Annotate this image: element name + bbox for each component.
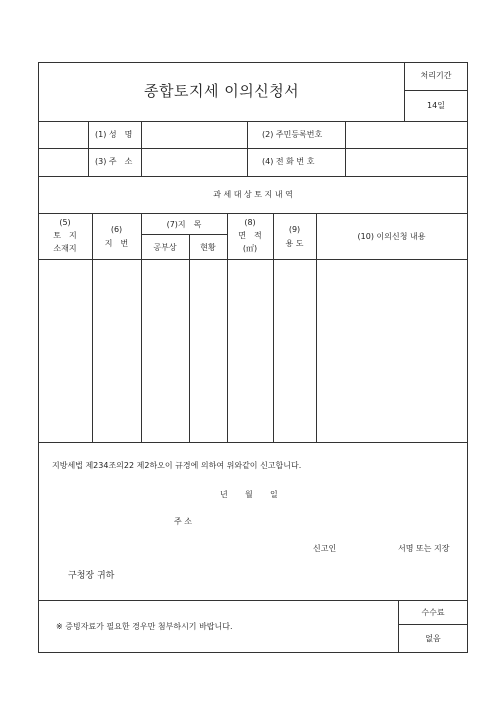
processing-period-label: 처리기간 (420, 71, 452, 80)
fee-value: 없음 (425, 634, 441, 643)
resident-no-field[interactable] (346, 122, 466, 148)
category-subdivider (141, 234, 227, 235)
declaration-text: 지방세법 제234조의22 제2하오이 규경에 의하여 위와같이 신고합니다. (52, 461, 302, 470)
location-line1: 토 지 (53, 231, 77, 240)
category-official: 공부상 (153, 243, 177, 252)
phone-label: (4) 전 화 번 호 (262, 157, 315, 166)
phone-field[interactable] (346, 149, 466, 176)
section-title: 과 세 대 상 토 지 내 역 (213, 190, 293, 199)
footer-top (38, 600, 468, 601)
address-field[interactable] (142, 149, 246, 176)
sign-label: 서명 또는 지장 (398, 544, 450, 553)
location-line2: 소재지 (53, 244, 77, 253)
addressee: 구청장 귀하 (68, 571, 115, 581)
date-month: 월 (245, 490, 253, 499)
resident-no-label: (2) 주민등록번호 (262, 130, 323, 139)
form-title: 종합토지세 이의신청서 (144, 82, 300, 100)
table-bottom (38, 442, 468, 443)
fee-label: 수수료 (421, 608, 445, 617)
use-num: (9) (288, 225, 301, 234)
name-label: (1) 성 명 (95, 130, 133, 139)
applicant-col3 (247, 121, 248, 176)
applicant-label: 신고인 (313, 544, 337, 553)
land-details-body[interactable] (39, 260, 467, 442)
frame-bottom (38, 652, 468, 653)
signature-address-label: 주 소 (174, 517, 192, 526)
category-current: 현황 (200, 243, 216, 252)
footer-note: ※ 증빙자료가 필요한 경우만 첨부하시기 바랍니다. (56, 622, 233, 631)
area-label: 면 적 (238, 231, 262, 240)
area-unit: (㎡) (242, 244, 258, 253)
category-label: (7)지 목 (166, 220, 202, 229)
date-year: 년 (220, 490, 228, 499)
lot-label: 지 번 (104, 239, 129, 248)
applicant-col1 (88, 121, 89, 176)
fee-divider (398, 624, 468, 625)
objection-label: (10) 이의신청 내용 (357, 232, 426, 241)
period-divider (404, 90, 468, 91)
date-day: 일 (270, 490, 278, 499)
processing-period-value: 14일 (427, 101, 445, 110)
use-label: 용 도 (285, 239, 304, 248)
area-num: (8) (244, 218, 256, 227)
section-title-bottom (38, 213, 468, 214)
name-field[interactable] (142, 122, 246, 148)
frame-right (467, 62, 468, 653)
lot-num: (6) (110, 225, 123, 234)
location-num: (5) (59, 218, 71, 227)
applicant-bottom (38, 176, 468, 177)
address-label: (3) 주 소 (95, 157, 133, 166)
